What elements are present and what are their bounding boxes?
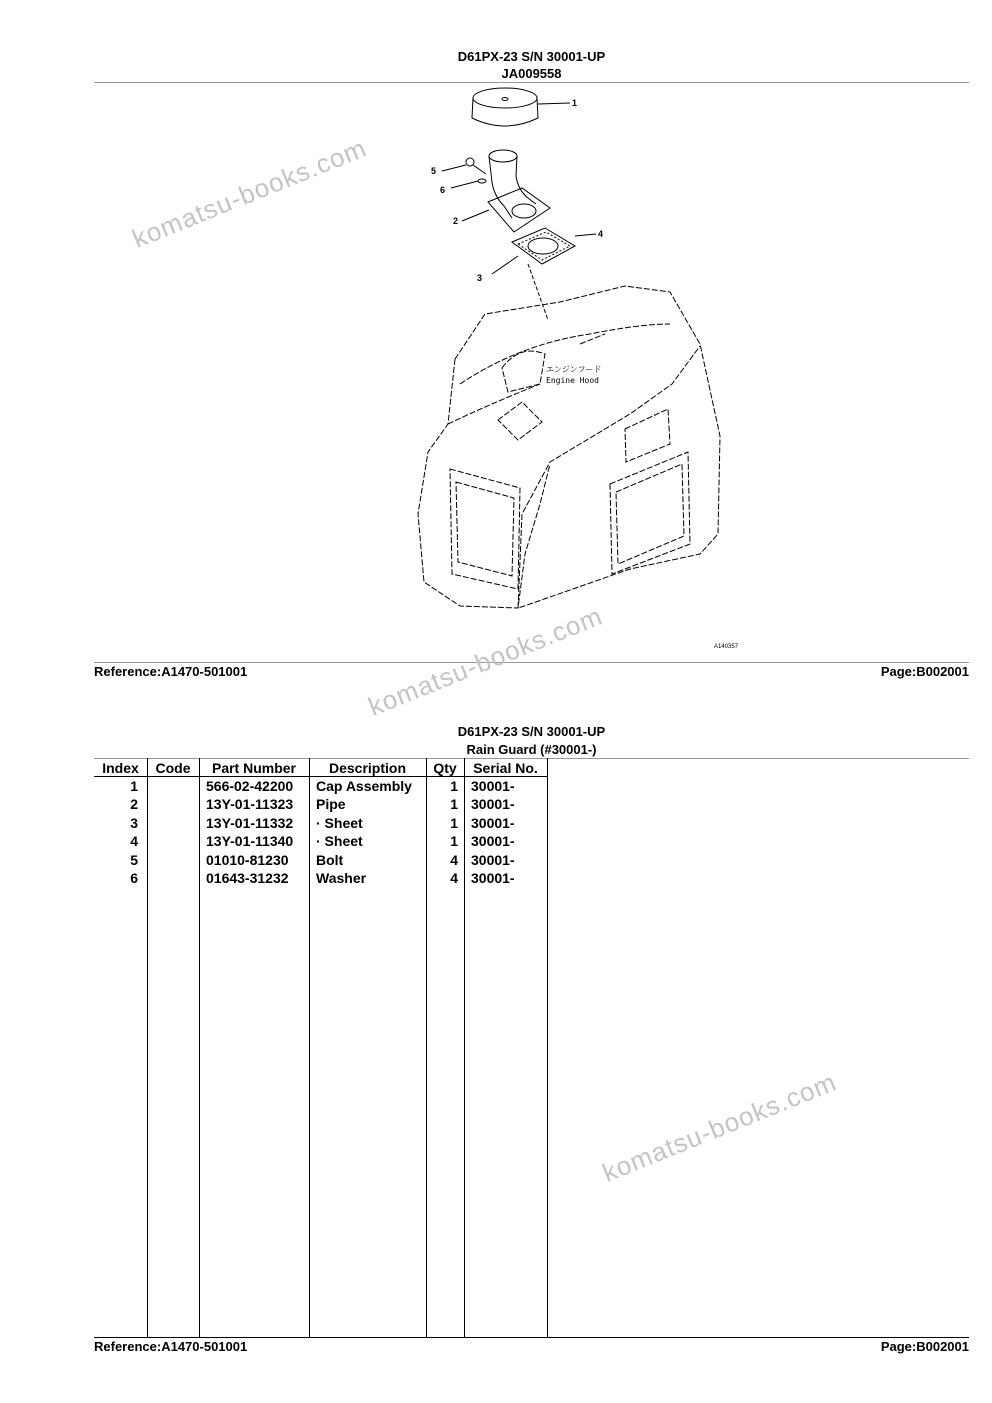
- row-3-serial: 30001-: [471, 814, 515, 831]
- reference-top: Reference:A1470-501001: [94, 664, 248, 679]
- row-1-description: Cap Assembly: [316, 778, 412, 794]
- header-rule-top: [94, 82, 969, 83]
- row-3-part-number: 13Y-01-11332: [206, 814, 294, 831]
- watermark-2: komatsu-books.com: [364, 600, 607, 722]
- callout-2: 2: [453, 216, 459, 226]
- row-1-index: 1: [130, 778, 138, 794]
- row-6-serial: 30001-: [471, 870, 515, 886]
- row-2-index: 2: [130, 796, 138, 813]
- row-6-description: Washer: [316, 870, 367, 886]
- callout-1: 1: [572, 98, 578, 108]
- row-4-index: 4: [130, 833, 138, 850]
- footer-rule-top: [94, 662, 969, 663]
- watermark-3: komatsu-books.com: [598, 1066, 841, 1188]
- row-2-serial: 30001-: [471, 796, 515, 813]
- hood-label-en: Engine Hood: [546, 376, 599, 385]
- row-1-qty: 1: [450, 778, 458, 794]
- section-subtitle: Rain Guard (#30001-): [466, 742, 597, 757]
- sheet-gasket-drawing: [492, 228, 596, 320]
- col-header-code: Code: [155, 760, 191, 776]
- row-6-qty: 4: [450, 870, 458, 886]
- col-header-description: Description: [328, 760, 406, 776]
- row-1-code: [147, 777, 199, 795]
- col-header-index: Index: [102, 760, 139, 776]
- row-4-part-number: 13Y-01-11340: [206, 833, 294, 850]
- page-number-bottom: Page:B002001: [880, 1339, 969, 1354]
- row-5-serial: 30001-: [471, 851, 515, 868]
- row-6-code: [147, 869, 199, 887]
- row-6-part-number: 01643-31232: [206, 870, 289, 886]
- drawing-id: JA009558: [501, 66, 562, 81]
- row-2-code: [147, 795, 199, 813]
- reference-bottom: Reference:A1470-501001: [94, 1339, 248, 1354]
- row-2-part-number: 13Y-01-11323: [206, 796, 294, 813]
- hood-label-jp: エンジンフード: [546, 365, 602, 374]
- page-title-top: D61PX-23 S/N 30001-UP: [457, 49, 606, 64]
- row-4-serial: 30001-: [471, 833, 515, 850]
- row-4-code: [147, 832, 199, 850]
- callout-6: 6: [440, 185, 446, 195]
- row-4-description: · Sheet: [316, 833, 363, 850]
- page-title-bottom: D61PX-23 S/N 30001-UP: [457, 724, 606, 739]
- row-3-index: 3: [130, 814, 138, 831]
- callout-4: 4: [598, 229, 604, 239]
- row-5-index: 5: [130, 851, 138, 868]
- row-4-qty: 1: [450, 833, 458, 850]
- row-5-part-number: 01010-81230: [206, 851, 289, 868]
- callout-5: 5: [431, 166, 437, 176]
- row-1-part-number: 566-02-42200: [206, 778, 294, 794]
- row-6-index: 6: [130, 870, 138, 886]
- exploded-parts-diagram: [400, 84, 780, 656]
- watermark-1: komatsu-books.com: [128, 132, 371, 254]
- cap-assembly-drawing: [472, 88, 570, 126]
- col-header-qty: Qty: [433, 760, 457, 776]
- row-3-qty: 1: [450, 814, 458, 831]
- col-header-serial: Serial No.: [473, 760, 538, 776]
- row-3-code: [147, 814, 199, 832]
- engine-hood-drawing: [418, 286, 720, 608]
- row-2-description: Pipe: [316, 796, 346, 813]
- row-5-description: Bolt: [316, 851, 344, 868]
- bolt-washer-drawing: [442, 158, 486, 188]
- drawing-code: A140357: [714, 644, 739, 650]
- row-1-serial: 30001-: [471, 778, 515, 794]
- row-3-description: · Sheet: [316, 814, 363, 831]
- row-5-code: [147, 851, 199, 869]
- col-header-part-number: Part Number: [211, 760, 297, 776]
- parts-table: [94, 758, 969, 1338]
- row-5-qty: 4: [450, 851, 458, 868]
- callout-3: 3: [477, 273, 483, 283]
- pipe-drawing: [462, 150, 550, 232]
- page-number-top: Page:B002001: [880, 664, 969, 679]
- row-2-qty: 1: [450, 796, 458, 813]
